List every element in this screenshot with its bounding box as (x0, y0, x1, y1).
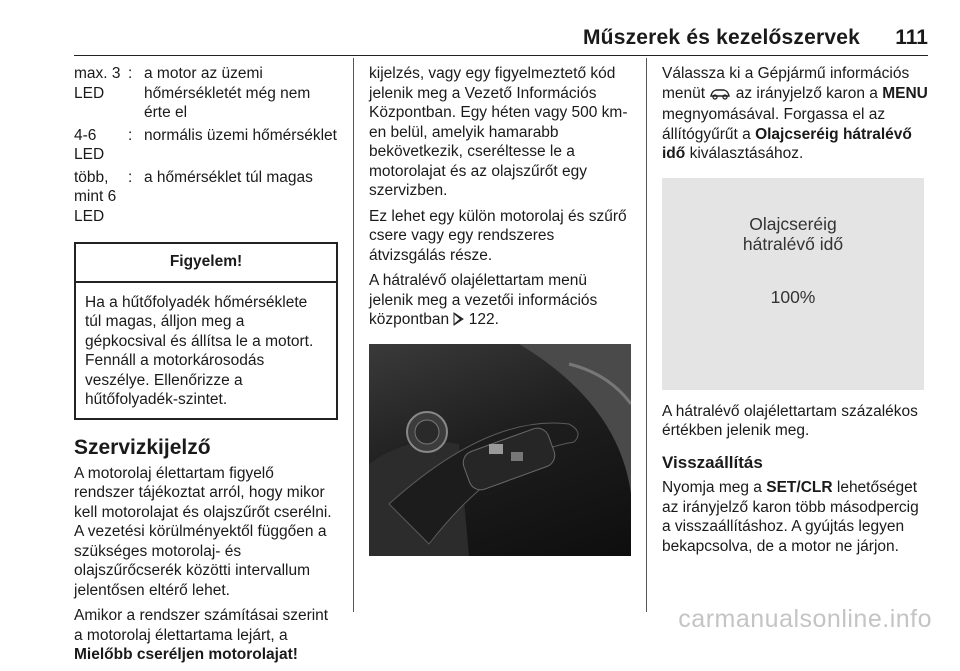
menu-item-label: Olajcseréig hátralévő idő (662, 125, 912, 162)
section-title: Szervizkijelző (74, 435, 211, 459)
page-reference[interactable]: 122. (468, 311, 499, 328)
display-title-line2: hátralévő idő (742, 233, 844, 254)
column-divider (646, 58, 647, 612)
paragraph: Ez lehet egy külön motorolaj és szűrő csere vagy egy rendszeres átvizsgálás része. (369, 207, 627, 264)
led-table (74, 64, 338, 229)
table-row: több, mint 6 LED : a hőmérséklet túl magas (74, 168, 338, 230)
info-display (662, 178, 924, 390)
watermark: carmanualsonline.info (678, 605, 932, 633)
header-rule (74, 55, 928, 56)
vehicle-icon (709, 86, 731, 106)
paragraph: Nyomja meg a SET/CLR lehetőséget az irányjelző karon több másodpercig a visszaállításhoz. A gyújtás legyen bekapcsolva, de a motor ne járjon. (662, 479, 919, 555)
display-value: 100% (770, 286, 816, 307)
warning-title: Figyelem! (76, 244, 336, 283)
subsection-title: Visszaállítás (662, 452, 763, 472)
paragraph: A hátralévő olajélettartam százalékos értékben jelenik meg. (662, 402, 918, 439)
paragraph: A motorolaj élettartam figyelő rendszer tájékoztat arról, hogy mikor kell motorolajat és olajszűrőt cserélni. A vezetési körülményektől függően a szükséges motorolaj- és olajszűrőcserék közötti intervallum jelentősen eltérő lehet. (74, 464, 332, 599)
page-reference-icon (453, 312, 464, 332)
table-row: max. 3 LED : a motor az üzemi hőmérsékletét még nem érte el (74, 64, 338, 126)
column-2 (369, 64, 633, 556)
paragraph: Válassza ki a Gépjármű információs menüt az irányjelző karon a MENU megnyomásával. Forgassa el az állítógyűrűt a Olajcseréig hátralévő idő kiválasztásához. (662, 65, 928, 162)
display-title-line1: Olajcseréig (749, 213, 837, 234)
set-clr-button-label: SET/CLR (766, 479, 833, 496)
paragraph: A hátralévő olajélettartam menü jelenik meg a vezetői információs központban 122. (369, 271, 633, 332)
bold-message: Mielőbb cseréljen motorolajat! (74, 646, 298, 663)
paragraph: kijelzés, vagy egy figyelmeztető kód jelenik meg a Vezető Információs Központban. Egy héten vagy 500 km-en belül, amelyik hamarabb bekövetkezik, cseréltesse le a motorolajat és az olajszűrőt egy szervizben. (369, 65, 628, 199)
turn-signal-lever-photo (369, 344, 631, 556)
menu-button-label: MENU (882, 84, 928, 102)
led-label: több, mint 6 LED (74, 168, 117, 225)
warning-text: Ha a hűtőfolyadék hőmérséklete túl magas, álljon meg a gépkocsival és állítsa le a motort. Fennáll a motorkárosodás veszélye. Ellenőrizze a hűtőfolyadék-szintet. (85, 293, 314, 408)
led-value: normális üzemi hőmérséklet (144, 126, 337, 144)
table-row: 4-6 LED : normális üzemi hőmérséklet (74, 126, 338, 168)
paragraph: Amikor a rendszer számításai szerint a motorolaj élettartama lejárt, a Mielőbb cseréljen motorolajat! (74, 607, 329, 663)
column-1 (74, 64, 338, 671)
led-value: a motor az üzemi hőmérsékletét még nem érte el (144, 65, 311, 121)
led-label: max. 3 LED (74, 65, 121, 102)
column-3 (662, 64, 928, 562)
column-divider (353, 58, 354, 612)
led-label: 4-6 LED (74, 126, 105, 163)
led-value: a hőmérséklet túl magas (144, 168, 313, 186)
warning-box (74, 242, 338, 420)
lever-illustration (369, 344, 631, 556)
page-number: 111 (895, 26, 928, 49)
header-title: Műszerek és kezelőszervek (582, 26, 860, 49)
